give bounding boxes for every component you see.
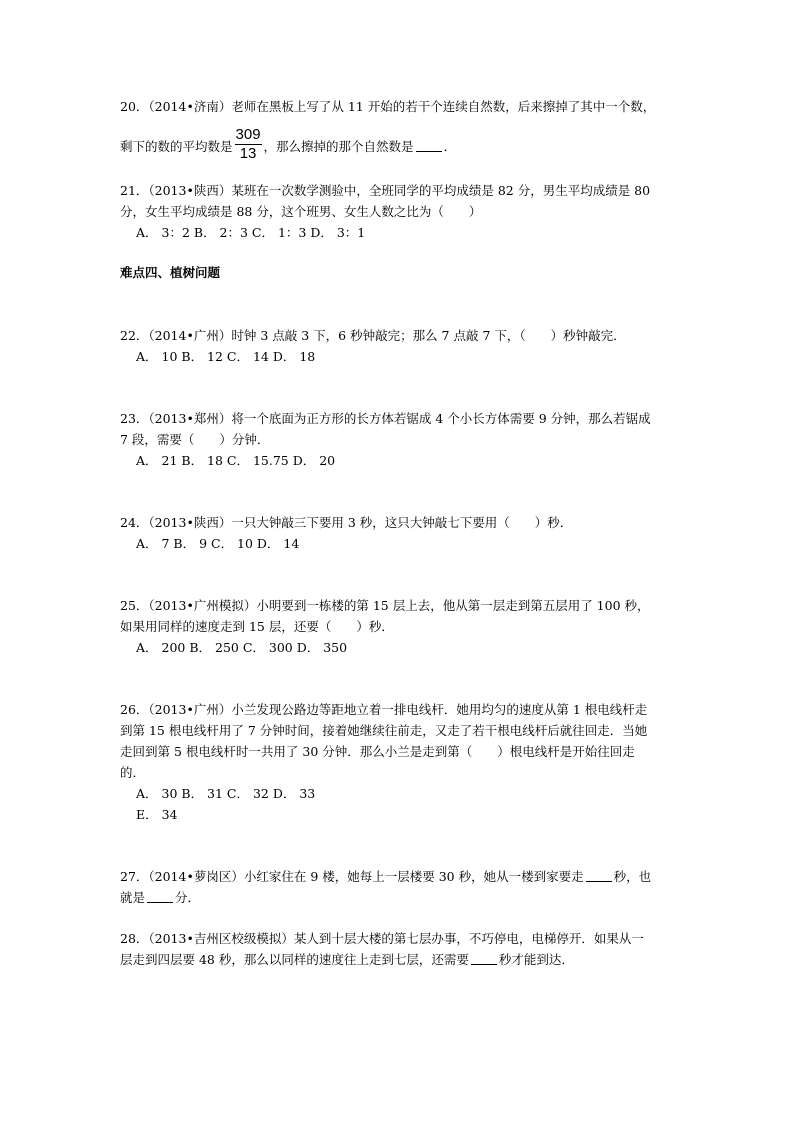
q20-fraction [235,126,262,163]
q21-options: A． 3：2 B． 2：3 C． 1：3 D． 3：1 [136,225,366,240]
q27-line1-post: 秒，也 [613,869,652,884]
q22-line1: 22．（2014•广州）时钟 3 点敲 3 下，6 秒钟敲完；那么 7 点敲 7 下，（ ）秒钟敲完． [120,328,626,343]
q28-line2 [120,952,574,968]
q25-options: A． 200 B． 250 C． 300 D． 350 [136,640,348,655]
fraction-numerator: 309 [235,126,261,143]
q26-options: A． 30 B． 31 C． 32 D． 33 [136,786,316,801]
q21-line1: 21．（2013•陕西）某班在一次数学测验中，全班同学的平均成绩是 82 分，男生平均成绩是 80 [120,183,651,198]
q28-line2-pre: 层走到四层要 48 秒，那么以同样的速度往上走到七层，还需要 [120,952,469,967]
q20-line2-post: ，那么擦掉的那个自然数是 [263,139,414,154]
q23-line2: 7 段，需要（ ）分钟． [120,432,270,447]
q27-line2-pre: 就是 [120,890,146,905]
q27-line1-pre: 27．（2014•萝岗区）小红家住在 9 楼，她每上一层楼要 30 秒，她从一楼到家要走 [120,869,584,884]
fraction-denominator: 13 [239,145,257,162]
q20-line1: 20．（2014•济南）老师在黑板上写了从 11 开始的若干个连续自然数，后来擦掉了其中一个数， [120,99,656,114]
q26-line1: 26．（2013•广州）小兰发现公路边等距地立着一排电线杆．她用均匀的速度从第 1 根电线杆走 [120,702,648,717]
q26-options2: E． 34 [136,807,178,822]
answer-blank [147,890,173,903]
q26-line4: 的． [120,765,146,780]
q27-line2 [120,890,200,906]
q25-line1: 25．（2013•广州模拟）小明要到一栋楼的第 15 层上去，他从第一层走到第五层用了 100 秒， [120,598,650,613]
q27-line2-post: 分． [175,890,201,905]
q20-line2 [120,126,457,166]
q22-options: A． 10 B． 12 C． 14 D． 18 [136,349,316,364]
q25-line2: 如果用同样的速度走到 15 层，还要（ ）秒． [120,619,394,634]
q28-line2-post: 秒才能到达． [498,952,574,967]
q27-line1 [120,869,651,885]
answer-blank [471,952,497,965]
q23-options: A． 21 B． 18 C． 15.75 D． 20 [136,453,336,468]
answer-blank [586,869,612,882]
answer-blank [416,139,442,152]
q28-line1: 28．（2013•吉州区校级模拟）某人到十层大楼的第七层办事，不巧停电，电梯停开．如果从一 [120,931,644,946]
q20-line2-pre: 剩下的数的平均数是 [120,139,233,154]
section-heading: 难点四、植树问题 [120,265,221,280]
q26-line3: 走回到第 5 根电线杆时一共用了 30 分钟．那么小兰是走到第（ ）根电线杆是开始往回走 [120,744,635,759]
q20-line2-end: ． [443,139,457,154]
q21-line2: 分，女生平均成绩是 88 分，这个班男、女生人数之比为（ ） [120,204,482,219]
q23-line1: 23．（2013•郑州）将一个底面为正方形的长方体若锯成 4 个小长方体需要 9 分钟，那么若锯成 [120,411,651,426]
q24-options: A． 7 B． 9 C． 10 D． 14 [136,536,300,551]
q24-line1: 24．（2013•陕西）一只大钟敲三下要用 3 秒，这只大钟敲七下要用（ ）秒． [120,515,573,530]
q26-line2: 到第 15 根电线杆用了 7 分钟时间，接着她继续往前走，又走了若干根电线杆后就往回走．当她 [120,723,648,738]
